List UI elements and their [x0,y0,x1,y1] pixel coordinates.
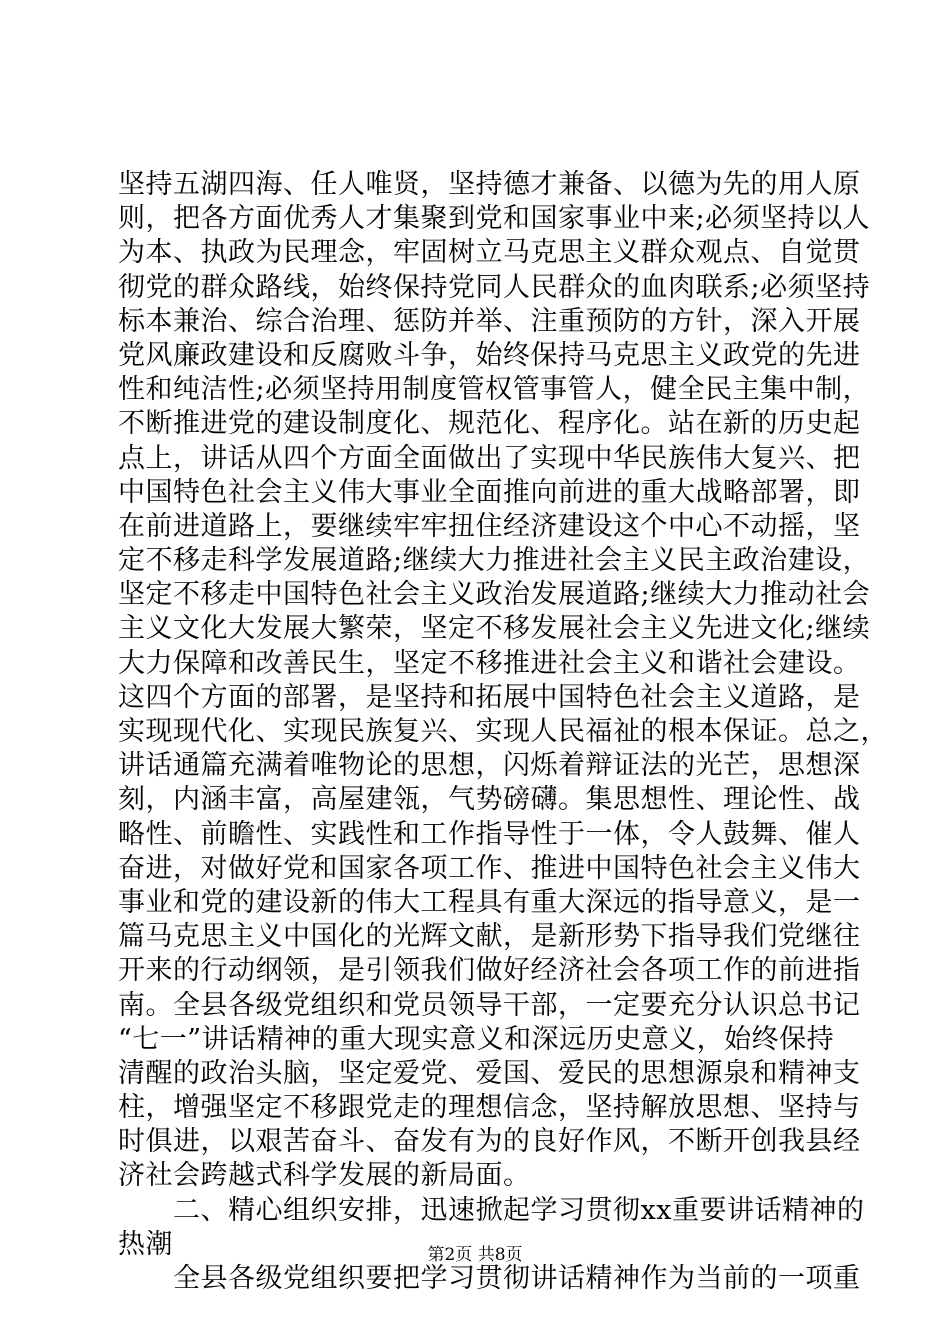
text-line: 时俱进，以艰苦奋斗、奋发有为的良好作风，不断开创我县经 [118,1126,861,1158]
text-line: 性和纯洁性;必须坚持用制度管权管事管人，健全民主集中制， [118,374,871,406]
text-line: 奋进，对做好党和国家各项工作、推进中国特色社会主义伟大 [118,852,861,884]
text-line: 党风廉政建设和反腐败斗争，始终保持马克思主义政党的先进 [118,339,861,371]
text-line: 则，把各方面优秀人才集聚到党和国家事业中来;必须坚持以人 [118,203,871,235]
text-line: 热潮 [118,1228,173,1260]
text-line: 济社会跨越式科学发展的新局面。 [118,1160,531,1192]
text-line: 不断推进党的建设制度化、规范化、程序化。站在新的历史起 [118,408,861,440]
text-line: 开来的行动纲领，是引领我们做好经济社会各项工作的前进指 [118,955,861,987]
text-line: 事业和党的建设新的伟大工程具有重大深远的指导意义，是一 [118,886,861,918]
text-line: 定不移走科学发展道路;继续大力推进社会主义民主政治建设， [118,545,871,577]
text-line: 中国特色社会主义伟大事业全面推向前进的重大战略部署，即 [118,476,861,508]
text-line: 清醒的政治头脑，坚定爱党、爱国、爱民的思想源泉和精神支 [118,1057,861,1089]
page-number-footer: 第2页 共8页 [427,1245,523,1265]
text-line: 略性、前瞻性、实践性和工作指导性于一体，令人鼓舞、催人 [118,818,861,850]
text-line: 大力保障和改善民生，坚定不移推进社会主义和谐社会建设。 [118,647,861,679]
text-line: 这四个方面的部署，是坚持和拓展中国特色社会主义道路，是 [118,681,861,713]
text-line: 彻党的群众路线，始终保持党同人民群众的血肉联系;必须坚持 [118,271,871,303]
text-line: 讲话通篇充满着唯物论的思想，闪烁着辩证法的光芒，思想深 [118,750,861,782]
text-line: 二、精心组织安排，迅速掀起学习贯彻xx重要讲话精神的 [118,1194,865,1226]
text-line: 篇马克思主义中国化的光辉文献，是新形势下指导我们党继往 [118,921,861,953]
text-line: 全县各级党组织要把学习贯彻讲话精神作为当前的一项重 [118,1263,861,1294]
text-line: “七一”讲话精神的重大现实意义和深远历史意义，始终保持 [118,1023,835,1055]
text-line: 在前进道路上，要继续牢牢扭住经济建设这个中心不动摇，坚 [118,510,861,542]
text-line: 刻，内涵丰富，高屋建瓴，气势磅礴。集思想性、理论性、战 [118,784,861,816]
text-line: 南。全县各级党组织和党员领导干部，一定要充分认识总书记 [118,989,861,1021]
text-line: 标本兼治、综合治理、惩防并举、注重预防的方针，深入开展 [118,305,861,337]
text-line: 点上，讲话从四个方面全面做出了实现中华民族伟大复兴、把 [118,442,861,474]
text-line: 实现现代化、实现民族复兴、实现人民福祉的根本保证。总之， [118,716,888,747]
text-line: 柱，增强坚定不移跟党走的理想信念，坚持解放思想、坚持与 [118,1092,861,1124]
body-text [118,168,888,1296]
text-line: 坚定不移走中国特色社会主义政治发展道路;继续大力推动社会 [118,579,871,611]
text-line: 坚持五湖四海、任人唯贤，坚持德才兼备、以德为先的用人原 [118,169,861,200]
text-line: 主义文化大发展大繁荣，坚定不移发展社会主义先进文化;继续 [118,613,871,645]
text-line: 为本、执政为民理念，牢固树立马克思主义群众观点、自觉贯 [118,237,861,269]
